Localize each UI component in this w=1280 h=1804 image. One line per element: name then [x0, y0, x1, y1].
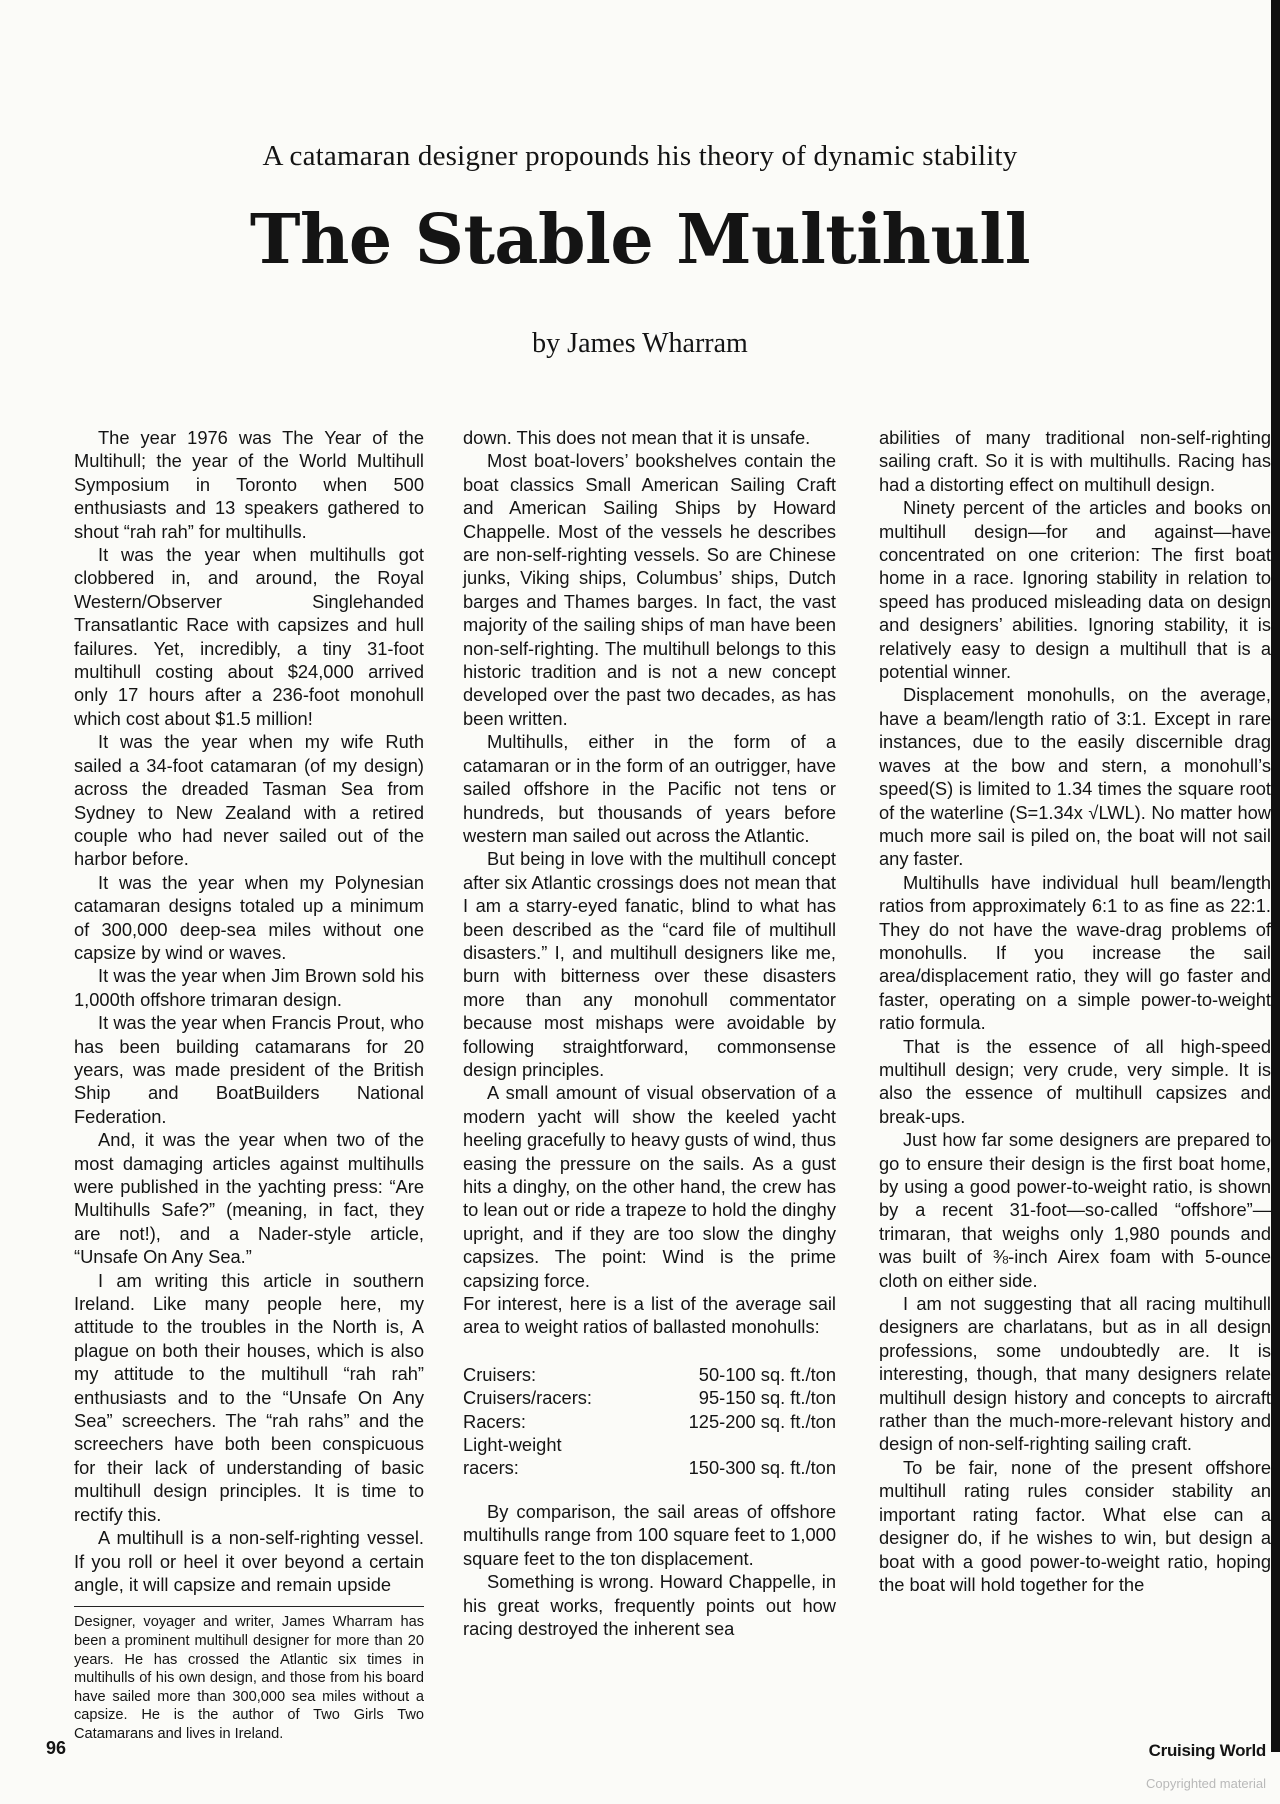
- paragraph: down. This does not mean that it is unsafe.: [463, 427, 811, 448]
- rate-value: 95-150 sq. ft./ton: [698, 1387, 836, 1409]
- paragraph: And, it was the year when two of the most damaging articles against multihulls were published in the yachting press: “Are Multihulls Safe?” (meaning, in fact, they are not!), and a Nader-style article, “Unsafe On Any Sea.”: [74, 1129, 424, 1268]
- rate-category: Light-weight: [463, 1434, 562, 1456]
- table-row: [463, 1386, 836, 1409]
- bio-divider: [74, 1606, 424, 1607]
- rate-category: racers:: [463, 1457, 519, 1479]
- paragraph: By comparison, the sail areas of offshore multihulls range from 100 square feet to 1,000 square feet to the ton displacement.: [463, 1500, 836, 1569]
- paragraph: It was the year when Jim Brown sold his 1,000th offshore trimaran design.: [74, 965, 424, 1010]
- table-row: [463, 1433, 836, 1456]
- paragraph: A multihull is a non-self-righting vessel. If you roll or heel it over beyond a certain angle, it will capsize and remain upside: [74, 1527, 424, 1595]
- page-number: 96: [46, 1738, 67, 1758]
- paragraph: It was the year when Francis Prout, who has been building catamarans for 20 years, was made president of the British Ship and BoatBuilders National Federation.: [74, 1012, 424, 1127]
- author-bio: Designer, voyager and writer, James Wharram has been a prominent multihull designer for more than 20 years. He has crossed the Atlantic six times in multihulls of his own design, and those from his board have sailed more than 300,000 sea miles without a capsize. He is the author of Two Girls Two Catamarans and lives in Ireland.: [74, 1614, 424, 1742]
- paragraph: Most boat-lovers’ bookshelves contain the boat classics Small American Sailing Craft and American Sailing Ships by Howard Chappelle. Most of the vessels he describes are non-self-righting vessels. So are Chinese junks, Viking ships, Columbus’ ships, Dutch barges and Thames barges. In fact, the vast majority of the sailing ships of man have been non-self-righting. The multihull belongs to this historic tradition and is not a new concept developed over the past two decades, as has been written.: [463, 450, 836, 729]
- paragraph: I am not suggesting that all racing multihull designers are charlatans, but as in all design professions, some undoubtedly are. It is interesting, though, that many designers relate multihull design history and concepts to aircraft rather than the much-more-relevant history and design of non-self-righting sailing craft.: [879, 1293, 1271, 1455]
- paragraph: Something is wrong. Howard Chappelle, in his great works, frequently points out how racing destroyed the inherent sea: [463, 1571, 836, 1639]
- paragraph: The year 1976 was The Year of the Multihull; the year of the World Multihull Symposium in Toronto when 500 enthusiasts and 13 speakers gathered to shout “rah rah” for multihulls.: [74, 427, 424, 542]
- table-row: [463, 1410, 836, 1433]
- paragraph: Displacement monohulls, on the average, have a beam/length ratio of 3:1. Except in rare instances, due to the easily discernible drag waves at the bow and stern, a monohull’s speed(S) is limited to 1.34 times the square root of the waterline (S=1.34x √LWL). No matter how much more sail is piled on, the boat will not sail any faster.: [879, 684, 1271, 870]
- rate-value: 125-200 sq. ft./ton: [688, 1410, 836, 1432]
- paragraph: That is the essence of all high-speed multihull design; very crude, very simple. It is also the essence of multihull capsizes and break-ups.: [879, 1035, 1271, 1127]
- text-column-1: [74, 426, 424, 1743]
- paragraph: Multihulls, either in the form of a catamaran or in the form of an outrigger, have sailed offshore in the Pacific not tens or hundreds, but thousands of years before western man sailed out across the Atlantic.: [463, 731, 836, 846]
- paragraph: Multihulls have individual hull beam/length ratios from approximately 6:1 to as fine as 22:1. They do not have the wave-drag problems of monohulls. If you increase the sail area/displacement ratio, they will go faster and faster, operating on a simple power-to-weight ratio formula.: [879, 871, 1271, 1034]
- paragraph: For interest, here is a list of the average sail area to weight ratios of ballasted monohulls:: [463, 1293, 836, 1338]
- copyright-notice: Copyrighted material: [1146, 1776, 1266, 1791]
- table-row: [463, 1456, 836, 1479]
- text-column-2: [463, 426, 836, 1640]
- rate-value: 50-100 sq. ft./ton: [698, 1363, 836, 1385]
- article-title: The Stable Multihull: [249, 200, 1031, 280]
- text-column-3: [879, 426, 1271, 1596]
- paragraph: Ninety percent of the articles and books on multihull design—for and against—have concentrated on one criterion: The first boat home in a race. Ignoring stability in relation to speed has produced misleading data on design and designers’ abilities. Ignoring stability, it is relatively easy to design a multihull that is a potential winner.: [879, 497, 1271, 683]
- rate-value: 150-300 sq. ft./ton: [688, 1457, 836, 1479]
- paragraph: It was the year when multihulls got clobbered in, and around, the Royal Western/Observer Singlehanded Transatlantic Race with capsizes and hull failures. Yet, incredibly, a tiny 31-foot multihull costing about $24,000 arrived only 17 hours after a 236-foot monohull which cost about $1.5 million!: [74, 544, 424, 729]
- article-byline: by James Wharram: [532, 328, 748, 359]
- rate-category: Cruisers/racers:: [463, 1387, 593, 1409]
- paragraph: But being in love with the multihull concept after six Atlantic crossings does not mean that I am a starry-eyed fanatic, blind to what has been described as the “card file of multihull disasters.” I, and multihull designers like me, burn with bitterness over these disasters more than any monohull commentator because most mishaps were avoidable by following straightforward, commonsense design principles.: [463, 848, 836, 1080]
- paragraph: To be fair, none of the present offshore multihull rating rules consider stability an important rating factor. What else can a designer do, if he wishes to win, but design a boat with a good power-to-weight ratio, hoping the boat will hold together for the: [879, 1456, 1271, 1595]
- magazine-name: Cruising World: [1148, 1741, 1266, 1760]
- paragraph: abilities of many traditional non-self-righting sailing craft. So it is with multihulls. Racing has had a distorting effect on multihull design.: [879, 427, 1271, 495]
- paragraph: It was the year when my wife Ruth sailed a 34-foot catamaran (of my design) across the dreaded Tasman Sea from Sydney to New Zealand with a retired couple who had never sailed out of the harbor before.: [74, 731, 424, 870]
- paragraph: I am writing this article in southern Ireland. Like many people here, my attitude to the troubles in the North is, A plague on both their houses, which is also my attitude to the multihull “rah rah” enthusiasts and to the “Unsafe On Any Sea” screechers. The “rah rahs” and the screechers have both been conspicuous for their lack of understanding of basic multihull design principles. It is time to rectify this.: [74, 1269, 424, 1525]
- rate-category: Cruisers:: [463, 1363, 537, 1385]
- sail-area-ratio-table: [463, 1363, 836, 1480]
- article-kicker: A catamaran designer propounds his theory of dynamic stability: [262, 140, 1018, 172]
- paragraph: Just how far some designers are prepared to go to ensure their design is the first boat home, by using a good power-to-weight ratio, is shown by a recent 31-foot—so-called “offshore”—trimaran, that weighs only 1,980 pounds and was built of ⅜-inch Airex foam with 5-ounce cloth on either side.: [879, 1129, 1271, 1291]
- rate-category: Racers:: [463, 1410, 526, 1432]
- paragraph: It was the year when my Polynesian catamaran designs totaled up a minimum of 300,000 deep-sea miles without one capsize by wind or waves.: [74, 871, 424, 963]
- paragraph: A small amount of visual observation of a modern yacht will show the keeled yacht heeling gracefully to heavy gusts of wind, thus easing the pressure on the sails. As a gust hits a dinghy, on the other hand, the crew has to lean out or ride a trapeze to hold the dinghy upright, and if they are too slow the dinghy capsizes. The point: Wind is the prime capsizing force.: [463, 1082, 836, 1291]
- table-row: [463, 1363, 836, 1386]
